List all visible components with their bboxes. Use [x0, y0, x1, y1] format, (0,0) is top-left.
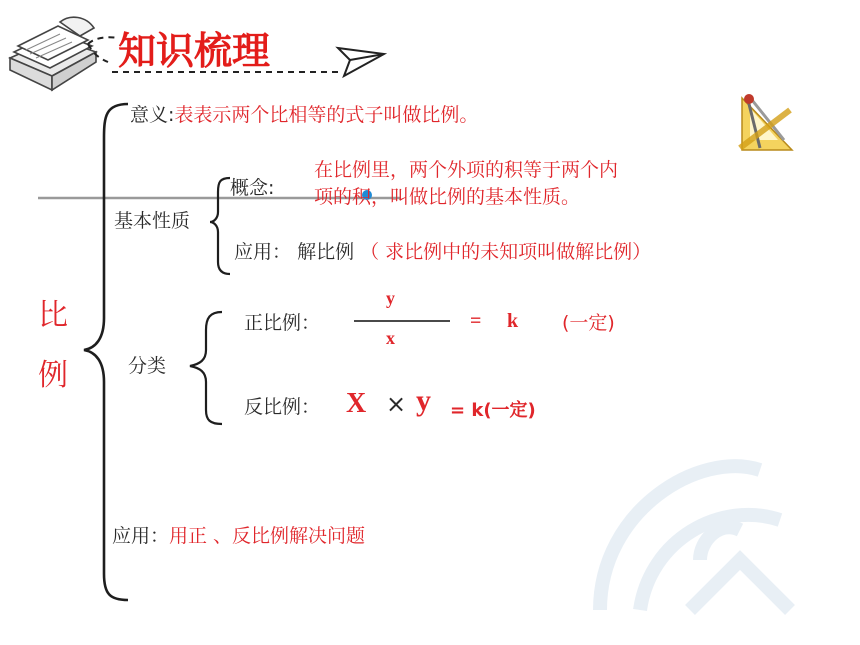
- fraction-bar: [354, 320, 450, 322]
- concept-label: 概念:: [230, 177, 275, 199]
- classification-label: 分类: [128, 355, 167, 377]
- direct-fixed: (一定): [562, 312, 615, 334]
- inverse-x: X: [346, 388, 367, 419]
- basic-property-label: 基本性质: [114, 210, 191, 232]
- application-text: 用正 、反比例解决问题: [169, 525, 366, 547]
- application-label: 应用：: [112, 525, 170, 547]
- classification-brace: [190, 312, 222, 424]
- inverse-times: ×: [386, 390, 407, 418]
- paper-plane-icon: [338, 48, 384, 76]
- apply-term: 解比例: [297, 241, 355, 263]
- page-title: 知识梳理: [118, 29, 271, 73]
- apply-label: 应用：: [234, 241, 292, 263]
- watermark-logo-icon: [600, 466, 790, 610]
- concept-text-line1: 在比例里，两个外项的积等于两个内: [314, 159, 619, 181]
- meaning-label: 意义:: [130, 104, 175, 126]
- direct-numerator: y: [386, 288, 395, 308]
- apply-row: [234, 239, 651, 265]
- root-char-1: 比: [38, 298, 68, 333]
- apply-desc: （ 求比例中的未知项叫做解比例）: [360, 241, 652, 263]
- direct-equals: =: [470, 310, 482, 332]
- concept-text-line2: 项的积，叫做比例的基本性质。: [314, 186, 581, 208]
- property-brace: [210, 178, 230, 274]
- books-icon: [10, 17, 96, 90]
- inverse-y: y: [416, 384, 431, 417]
- direct-denominator: x: [386, 328, 395, 348]
- direct-label: 正比例：: [244, 312, 321, 334]
- compass-ruler-icon: [740, 94, 792, 150]
- meaning-row: [130, 102, 478, 128]
- inverse-label: 反比例：: [244, 396, 321, 418]
- root-char-2: 例: [38, 358, 68, 393]
- direct-k: k: [507, 310, 519, 332]
- application-row: [112, 523, 365, 549]
- meaning-text: 表表示两个比相等的式子叫做比例。: [174, 104, 479, 126]
- inverse-equation-rest: = k(一定): [450, 400, 536, 421]
